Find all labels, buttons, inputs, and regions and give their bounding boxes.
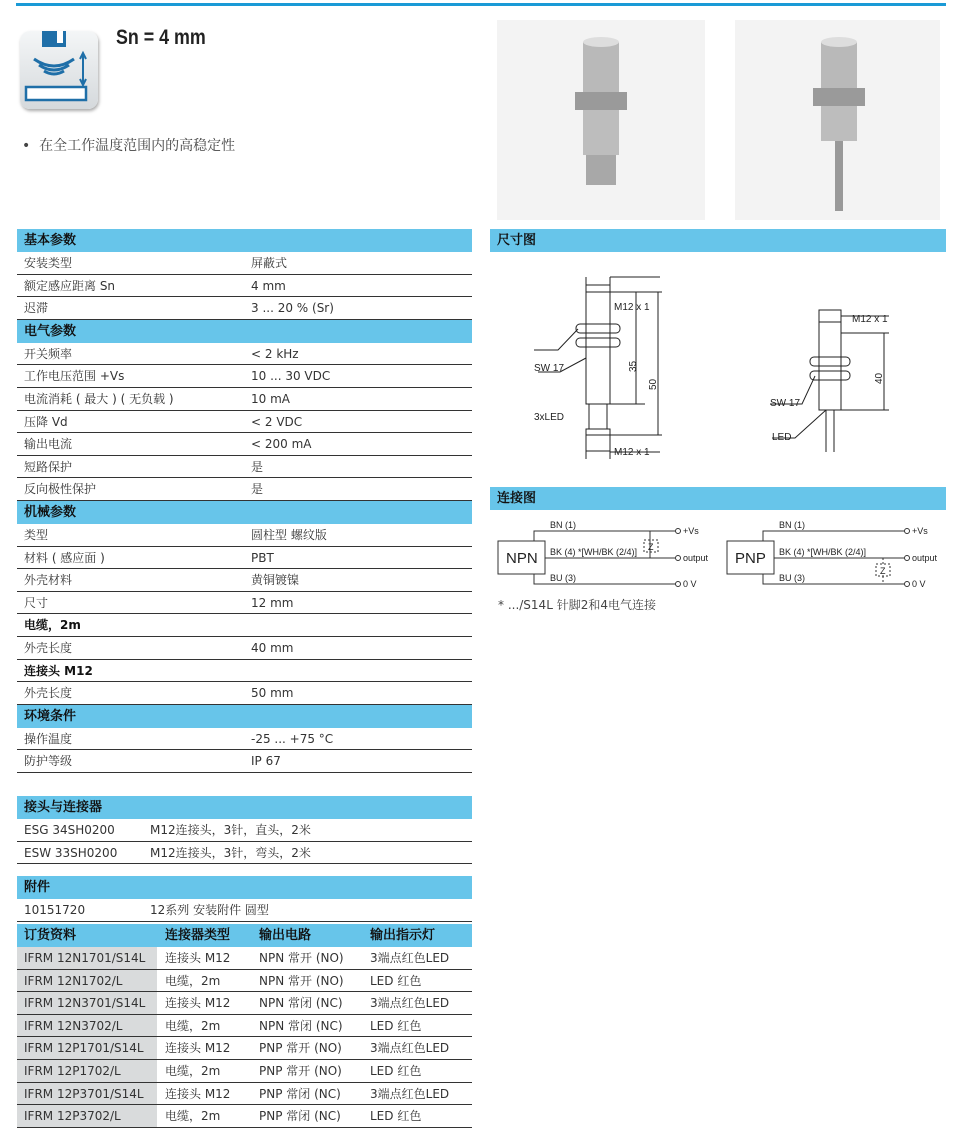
spec-label: 类型 [24,527,49,542]
spec-section-header: 环境条件 [17,705,472,728]
top-rule [16,3,946,6]
connectors-header: 接头与连接器 [17,796,472,819]
spec-value: PBT [251,550,274,565]
part-number: ESW 33SH0200 [24,845,118,860]
vs-label-pnp: +Vs [912,526,928,536]
order-row [17,1083,472,1106]
output-label-pnp: output [912,553,938,563]
spec-row [17,728,472,751]
sw-label: SW 17 [534,363,565,374]
order-cell: PNP 常闭 (NC) [259,1086,341,1101]
spec-value: 10 mA [251,391,290,406]
order-cell: IFRM 12N3702/L [17,1015,157,1037]
wiring-note: * .../S14L 针脚2和4电气连接 [498,598,656,612]
order-cell: 3端点红色LED [370,1041,450,1056]
spec-value: 3 ... 20 % (Sr) [251,301,334,316]
bu-label: BU (3) [550,573,577,583]
spec-label: 外壳长度 [24,640,73,655]
spec-row [17,297,472,320]
connector-table [17,796,472,864]
order-row [17,1105,472,1128]
spec-row [17,547,472,570]
dim-50: 50 [648,378,659,390]
zero-label: 0 V [683,579,697,589]
feature-bullet: • 在全工作温度范围内的高稳定性 [22,138,236,154]
order-cell: IFRM 12P3702/L [17,1105,157,1127]
output-label: output [683,553,709,563]
order-cell: 3端点红色LED [370,951,450,965]
spec-value: 10 ... 30 VDC [251,369,331,384]
sensing-distance-title: Sn = 4 mm [116,26,206,49]
order-cell: NPN 常开 (NO) [259,951,344,965]
order-row [17,1015,472,1038]
order-cell: LED 红色 [370,1063,422,1078]
dim-40: 40 [874,372,885,384]
dimension-drawing [490,252,946,482]
spec-label: 反向极性保护 [24,482,97,497]
wiring-section [490,487,946,604]
feature-text: 在全工作温度范围内的高稳定性 [39,138,236,154]
dimension-header: 尺寸图 [490,229,946,252]
order-cell: NPN 常闭 (NC) [259,996,343,1011]
order-row [17,992,472,1015]
order-row [17,1060,472,1083]
order-cell: 连接头 M12 [165,996,231,1011]
order-cell: NPN 常开 (NO) [259,973,344,988]
spec-value: 圆柱型 螺纹版 [251,527,327,542]
spec-value: 黄铜镀镍 [251,573,300,588]
cable-sensor-photo [735,20,940,220]
spec-row [17,388,472,411]
spec-row [17,411,472,434]
spec-label: 工作电压范围 +Vs [24,369,125,384]
order-cell: NPN 常闭 (NC) [259,1018,343,1033]
bn-label-pnp: BN (1) [779,520,806,530]
order-cell: 3端点红色LED [370,1086,450,1101]
order-cell: 3端点红色LED [370,996,450,1011]
spec-row [17,569,472,592]
npn-label: NPN [506,550,538,567]
spec-row [17,592,472,615]
spec-row [17,456,472,479]
spec-label: 材料 ( 感应面 ) [24,550,105,565]
spec-table [17,229,472,773]
order-column-header: 输出电路 [259,928,312,943]
order-cell: IFRM 12P3701/S14L [17,1083,157,1105]
spec-row [17,614,472,637]
order-row [17,947,472,970]
order-column-header: 输出指示灯 [370,928,436,943]
spec-label: 防护等级 [24,754,73,769]
spec-label: 外壳长度 [24,686,73,701]
spec-value: 是 [251,482,264,497]
bu-label-pnp: BU (3) [779,573,806,583]
dim-35: 35 [628,360,639,372]
spec-value: 12 mm [251,595,294,610]
spec-value: 4 mm [251,278,286,293]
order-cell: 电缆，2m [165,1018,221,1033]
led-label: LED [772,432,792,443]
spec-label: 电缆，2m [24,618,81,633]
spec-label: 操作温度 [24,731,73,746]
order-cell: PNP 常闭 (NC) [259,1109,341,1124]
load-z: Z [648,542,654,552]
bk-label-pnp: BK (4) *[WH/BK (2/4)] [779,547,867,557]
part-description: M12连接头，3针，直头，2米 [150,823,311,837]
thread-label-cable: M12 x 1 [852,314,888,325]
spec-value: < 200 mA [251,437,312,452]
spec-value: IP 67 [251,754,281,769]
part-number: 10151720 [24,903,86,917]
accessories-row [17,899,472,922]
spec-label: 开关频率 [24,346,73,361]
spec-section-header: 机械参数 [17,501,472,524]
order-cell: 连接头 M12 [165,951,231,965]
order-cell: LED 红色 [370,973,422,988]
spec-row [17,365,472,388]
bk-label: BK (4) *[WH/BK (2/4)] [550,547,638,557]
order-cell: 电缆，2m [165,1109,221,1124]
spec-section-header: 电气参数 [17,320,472,343]
order-table [17,924,472,1128]
order-cell: IFRM 12N3701/S14L [17,992,157,1014]
spec-value: 50 mm [251,686,294,701]
bn-label: BN (1) [550,520,577,530]
spec-value: 是 [251,459,264,474]
spec-value: 40 mm [251,640,294,655]
spec-row [17,637,472,660]
spec-row [17,750,472,773]
spec-label: 压降 Vd [24,414,68,429]
spec-row [17,524,472,547]
spec-label: 安装类型 [24,256,73,270]
spec-label: 尺寸 [24,595,49,610]
spec-value: 屏蔽式 [251,256,288,270]
order-cell: IFRM 12N1701/S14L [17,947,157,969]
sensing-distance-icon [20,31,98,109]
order-row [17,1037,472,1060]
led3-label: 3xLED [534,412,565,423]
spec-row [17,478,472,501]
order-cell: IFRM 12P1702/L [17,1060,157,1082]
spec-row [17,660,472,683]
connectors-row [17,819,472,842]
spec-row [17,275,472,298]
connector-sensor-photo [497,20,705,220]
spec-label: 短路保护 [24,459,73,474]
spec-label: 连接头 M12 [24,663,93,678]
spec-row [17,682,472,705]
wiring-diagram [490,510,946,600]
order-cell: 电缆，2m [165,1063,221,1078]
vs-label: +Vs [683,526,699,536]
connectors-row [17,842,472,865]
spec-row [17,433,472,456]
order-cell: LED 红色 [370,1109,422,1124]
wiring-header: 连接图 [490,487,946,510]
dimension-section [490,229,946,486]
accessory-table [17,876,472,922]
part-description: M12连接头，3针，弯头，2米 [150,845,311,860]
pnp-label: PNP [735,550,766,567]
order-cell: 连接头 M12 [165,1086,231,1101]
spec-row [17,343,472,366]
spec-label: 电流消耗 ( 最大 ) ( 无负载 ) [24,391,174,406]
accessories-header: 附件 [17,876,472,899]
order-cell: IFRM 12P1701/S14L [17,1037,157,1059]
part-number: ESG 34SH0200 [24,823,115,837]
thread-label-top: M12 x 1 [614,302,650,313]
spec-label: 外壳材料 [24,573,73,588]
order-cell: IFRM 12N1702/L [17,970,157,992]
thread-label-bottom: M12 x 1 [614,447,650,458]
order-cell: 电缆，2m [165,973,221,988]
spec-label: 额定感应距离 Sn [24,278,116,293]
order-header-row [17,924,472,947]
order-cell: 连接头 M12 [165,1041,231,1056]
order-row [17,970,472,993]
spec-value: -25 ... +75 °C [251,731,334,746]
spec-value: < 2 VDC [251,414,303,429]
spec-section-header: 基本参数 [17,229,472,252]
order-column-header: 连接器类型 [165,928,231,943]
part-description: 12系列 安装附件 圆型 [150,903,269,917]
order-cell: PNP 常开 (NO) [259,1041,342,1056]
spec-row [17,252,472,275]
order-column-header: 订货资料 [24,928,77,943]
spec-value: < 2 kHz [251,346,299,361]
zero-label-pnp: 0 V [912,579,926,589]
spec-label: 输出电流 [24,437,73,452]
spec-label: 迟滞 [24,301,49,316]
order-cell: LED 红色 [370,1018,422,1033]
load-z-pnp: Z [880,566,886,576]
order-cell: PNP 常开 (NO) [259,1063,342,1078]
sw-label-cable: SW 17 [770,398,801,409]
